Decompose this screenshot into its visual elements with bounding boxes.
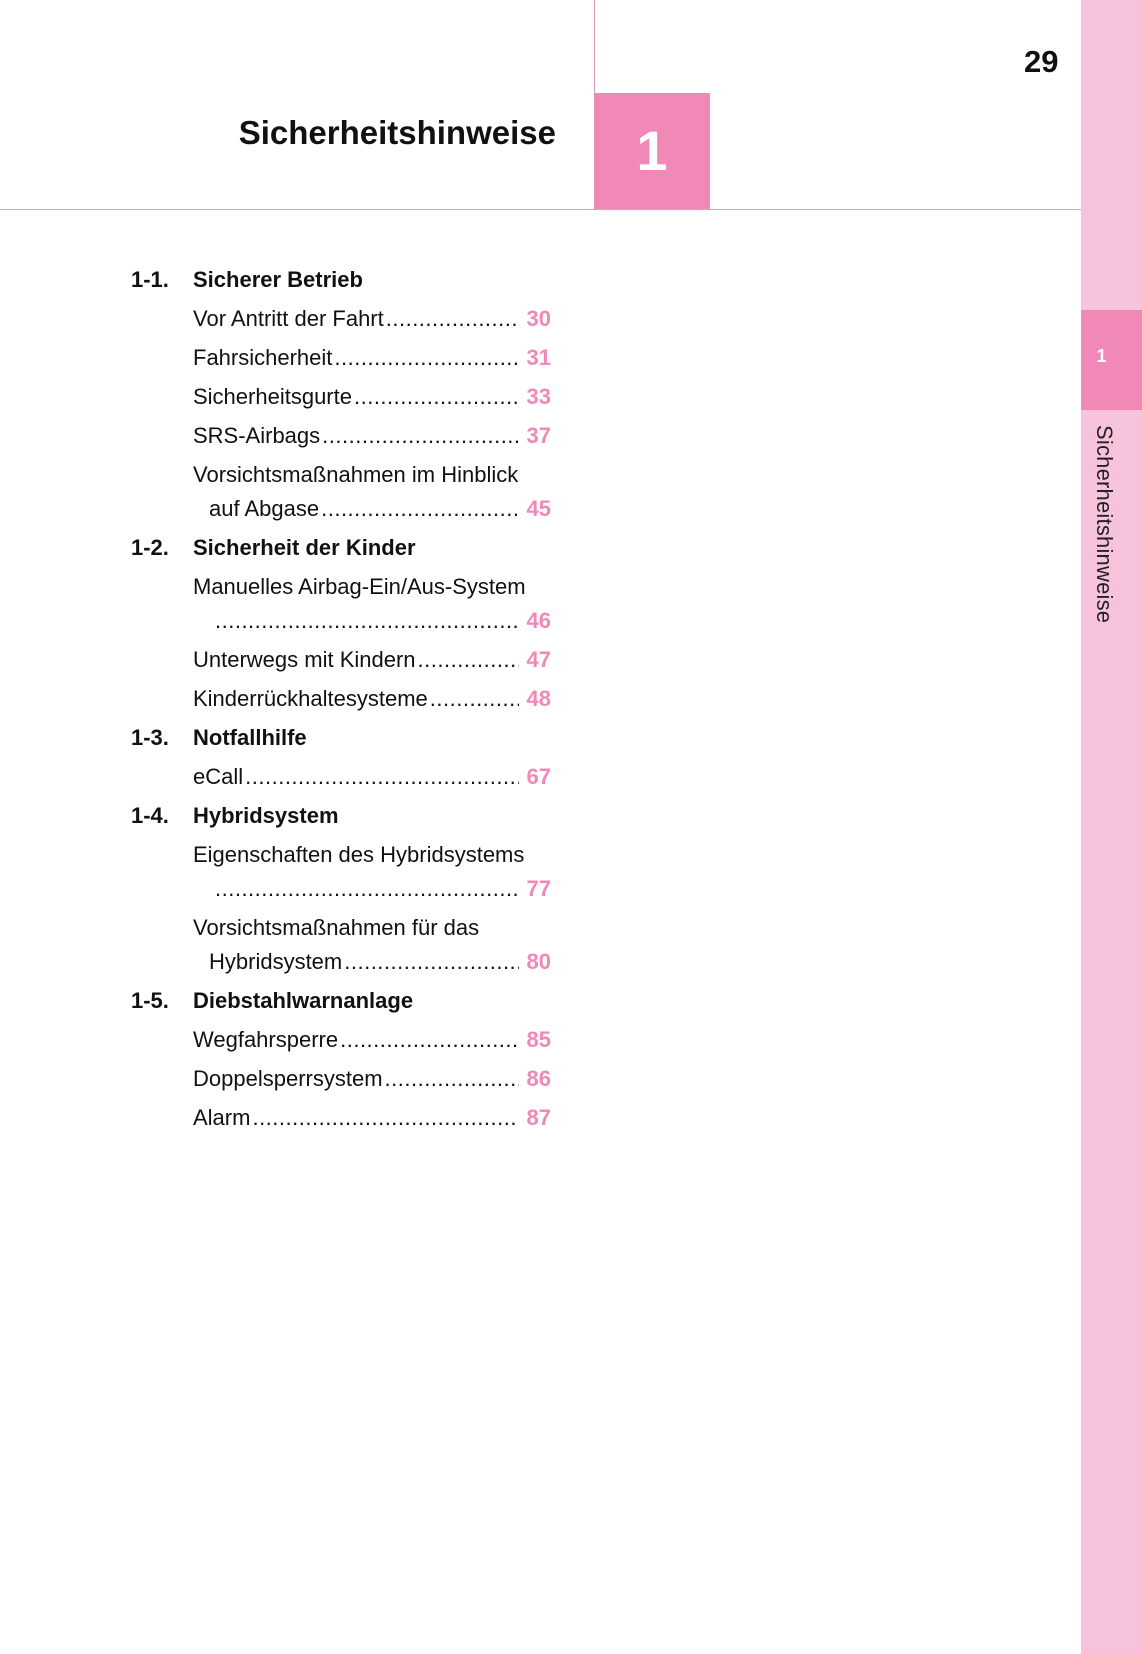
table-of-contents bbox=[131, 265, 551, 1142]
chapter-title: Sicherheitshinweise bbox=[238, 114, 556, 151]
toc-entry-title: Sicherheitsgurte bbox=[193, 384, 352, 409]
toc-page-link[interactable]: 80 bbox=[526, 949, 551, 974]
toc-entry-title: Wegfahrsperre bbox=[193, 1027, 339, 1052]
toc-page-link[interactable]: 47 bbox=[526, 647, 551, 672]
toc-section-title: Sicherheit der Kinder bbox=[193, 535, 416, 560]
side-tab-number: 1 bbox=[1096, 346, 1107, 366]
toc-section-number: 1-1. bbox=[131, 267, 169, 292]
toc-leader-dots bbox=[245, 762, 519, 792]
toc-leader-dots bbox=[252, 1103, 519, 1133]
toc-leader-dots bbox=[334, 343, 519, 373]
toc-entry[interactable] bbox=[193, 1103, 551, 1133]
toc-section-title: Sicherer Betrieb bbox=[193, 267, 363, 292]
toc-entry[interactable] bbox=[193, 382, 551, 412]
toc-entry-title-continued: Hybridsystem bbox=[209, 949, 343, 974]
toc-entry[interactable] bbox=[193, 1064, 551, 1094]
toc-entry-title: Alarm bbox=[193, 1105, 251, 1130]
toc-page-link[interactable]: 45 bbox=[526, 496, 551, 521]
toc-entry[interactable] bbox=[193, 840, 551, 904]
toc-section-heading[interactable] bbox=[131, 265, 551, 295]
header-horizontal-rule bbox=[0, 209, 1081, 210]
toc-entry[interactable] bbox=[193, 684, 551, 714]
toc-leader-dots bbox=[430, 684, 519, 714]
chapter-number-box: 1 bbox=[594, 93, 710, 209]
toc-entry[interactable] bbox=[193, 762, 551, 792]
toc-entry-title: Vor Antritt der Fahrt bbox=[193, 306, 384, 331]
toc-leader-dots bbox=[385, 1064, 519, 1094]
toc-entry-title-continued: auf Abgase bbox=[209, 496, 320, 521]
toc-section-heading[interactable] bbox=[131, 801, 551, 831]
toc-page-link[interactable]: 87 bbox=[526, 1105, 551, 1130]
toc-leader-dots bbox=[354, 382, 519, 412]
toc-entry-title: Manuelles Airbag-Ein/Aus-System bbox=[193, 574, 526, 599]
toc-section-number: 1-5. bbox=[131, 988, 169, 1013]
toc-page-link[interactable]: 77 bbox=[526, 876, 551, 901]
toc-leader-dots bbox=[418, 645, 519, 675]
toc-leader-dots bbox=[215, 606, 519, 636]
toc-leader-dots bbox=[215, 874, 519, 904]
toc-entry[interactable] bbox=[193, 304, 551, 334]
toc-leader-dots bbox=[321, 494, 519, 524]
toc-entry[interactable] bbox=[193, 421, 551, 451]
toc-section-title: Notfallhilfe bbox=[193, 725, 307, 750]
page-number: 29 bbox=[1024, 44, 1059, 79]
toc-entry[interactable] bbox=[193, 460, 551, 524]
toc-section-title: Hybridsystem bbox=[193, 803, 339, 828]
toc-page-link[interactable]: 86 bbox=[526, 1066, 551, 1091]
toc-page-link[interactable]: 30 bbox=[526, 306, 551, 331]
toc-page-link[interactable]: 85 bbox=[526, 1027, 551, 1052]
toc-leader-dots bbox=[386, 304, 519, 334]
side-tab-label: Sicherheitshinweise bbox=[1092, 425, 1117, 624]
toc-section-number: 1-2. bbox=[131, 535, 169, 560]
toc-entry-title: Eigenschaften des Hybridsystems bbox=[193, 842, 525, 867]
toc-entry-title: Unterwegs mit Kindern bbox=[193, 647, 416, 672]
toc-entry[interactable] bbox=[193, 572, 551, 636]
toc-entry-title: Kinderrückhaltesysteme bbox=[193, 686, 428, 711]
toc-page-link[interactable]: 67 bbox=[526, 764, 551, 789]
toc-entry[interactable] bbox=[193, 1025, 551, 1055]
toc-entry-title: SRS-Airbags bbox=[193, 423, 321, 448]
toc-entry-title: Fahrsicherheit bbox=[193, 345, 333, 370]
toc-entry-title: Vorsichtsmaßnahmen für das bbox=[193, 915, 480, 940]
toc-entry[interactable] bbox=[193, 645, 551, 675]
toc-section-number: 1-3. bbox=[131, 725, 169, 750]
toc-section-heading[interactable] bbox=[131, 723, 551, 753]
toc-section-heading[interactable] bbox=[131, 533, 551, 563]
side-thumb-strip bbox=[1081, 0, 1142, 1654]
toc-entry-title: Doppelsperrsystem bbox=[193, 1066, 383, 1091]
toc-section-number: 1-4. bbox=[131, 803, 169, 828]
toc-entry[interactable] bbox=[193, 343, 551, 373]
toc-leader-dots bbox=[322, 421, 519, 451]
toc-page-link[interactable]: 37 bbox=[526, 423, 551, 448]
toc-entry[interactable] bbox=[193, 913, 551, 977]
toc-page-link[interactable]: 33 bbox=[526, 384, 551, 409]
toc-leader-dots bbox=[340, 1025, 519, 1055]
toc-entry-title: eCall bbox=[193, 764, 244, 789]
toc-section-title: Diebstahlwarnanlage bbox=[193, 988, 414, 1013]
toc-page-link[interactable]: 48 bbox=[526, 686, 551, 711]
toc-page-link[interactable]: 31 bbox=[526, 345, 551, 370]
header-vertical-rule bbox=[594, 0, 595, 93]
toc-section-heading[interactable] bbox=[131, 986, 551, 1016]
toc-page-link[interactable]: 46 bbox=[526, 608, 551, 633]
toc-leader-dots bbox=[344, 947, 519, 977]
toc-entry-title: Vorsichtsmaßnahmen im Hinblick bbox=[193, 462, 519, 487]
